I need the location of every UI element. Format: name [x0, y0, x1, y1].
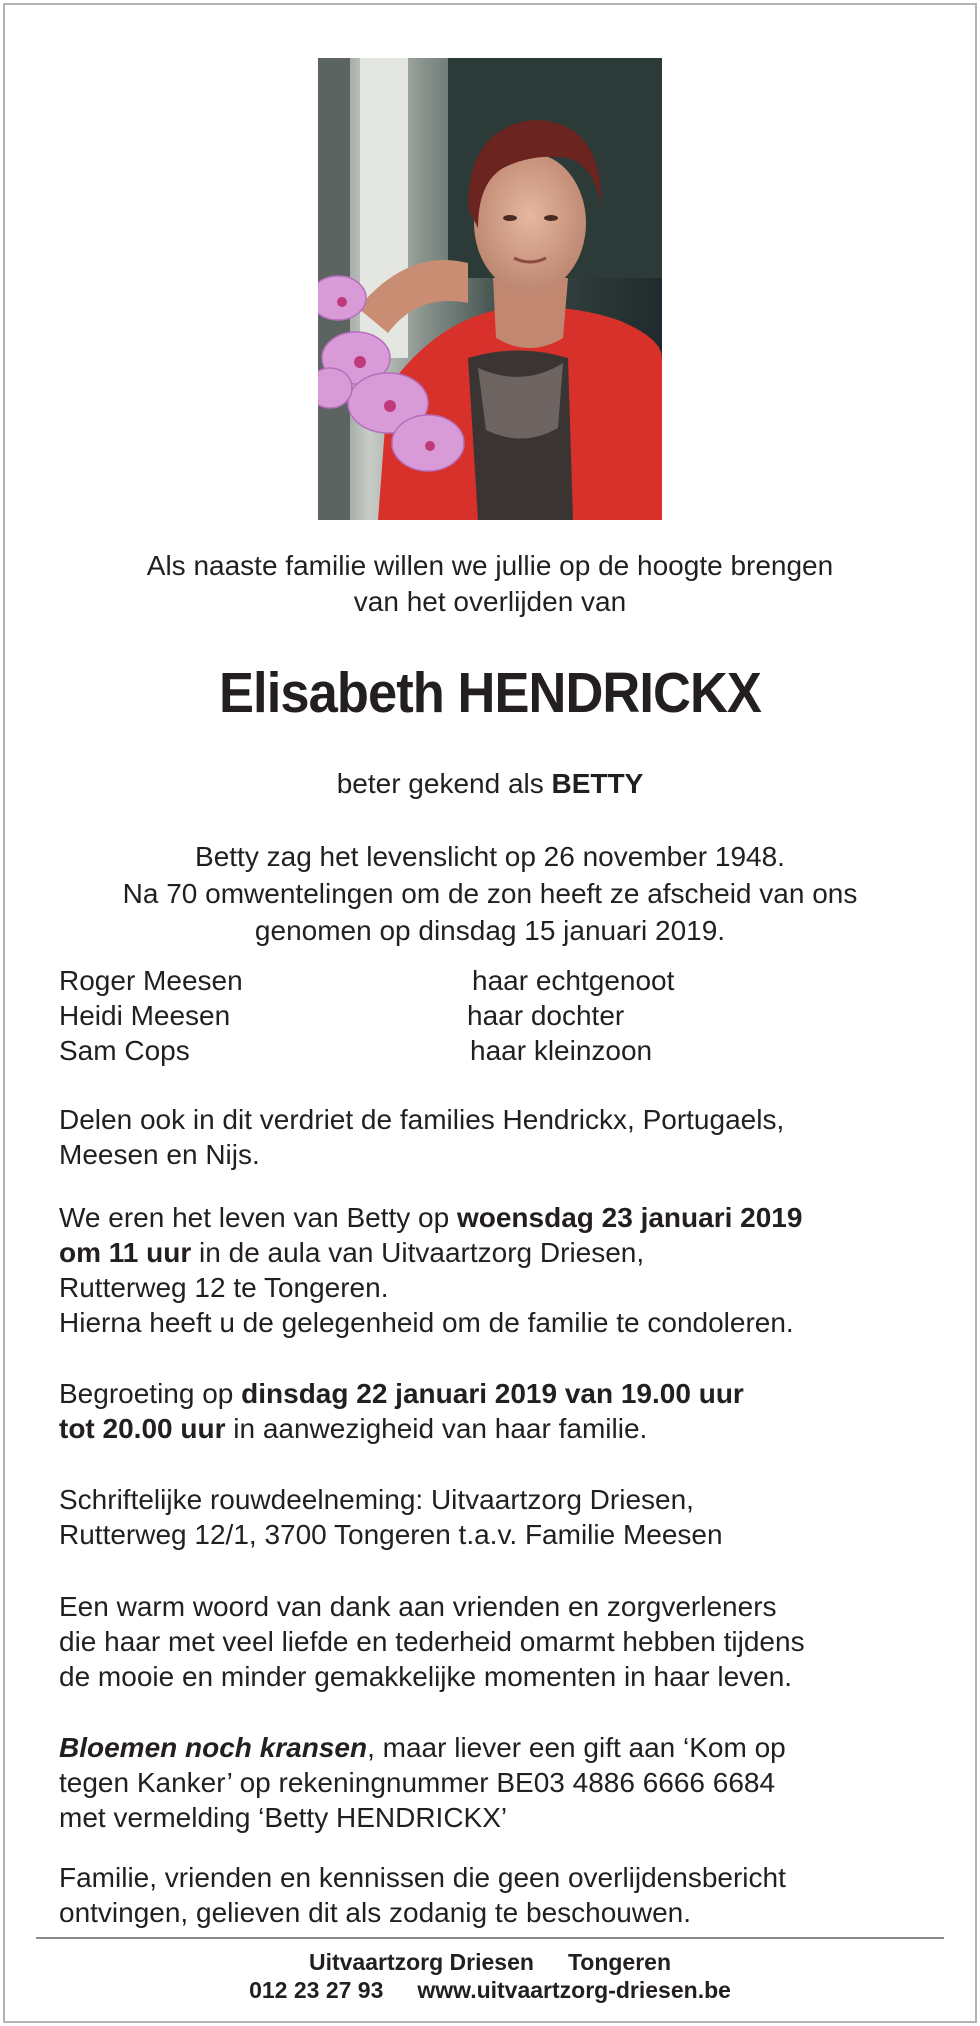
family-member-relation: haar dochter	[467, 1000, 625, 1031]
intro-line-1: Als naaste familie willen we jullie op de hoogte brengen	[146, 550, 834, 581]
greeting-end-time: tot 20.00 uur	[59, 1413, 226, 1444]
footer-company: Uitvaartzorg Driesen	[308, 1949, 534, 1975]
flowers-line-1	[59, 1730, 939, 1765]
footer-city: Tongeren	[567, 1949, 672, 1975]
family-row	[59, 998, 919, 1033]
ceremony-date: woensdag 23 januari 2019	[456, 1202, 803, 1233]
notice-line-2: ontvingen, gelieven dit als zodanig te beschouwen.	[59, 1897, 691, 1928]
flowers-post: , maar liever een gift aan ‘Kom op	[367, 1732, 786, 1763]
ceremony-line-2	[59, 1235, 939, 1270]
ceremony-pre: We eren het leven van Betty op	[59, 1202, 457, 1233]
ceremony-post: in de aula van Uitvaartzorg Driesen,	[191, 1237, 645, 1268]
footer-divider	[36, 1937, 944, 1939]
footer-website[interactable]: www.uitvaartzorg-driesen.be	[417, 1977, 731, 2003]
family-row	[59, 963, 919, 998]
greeting-line-2	[59, 1411, 939, 1446]
footer-line-2	[0, 1976, 980, 2004]
footer	[0, 1948, 980, 2004]
greeting-paragraph	[59, 1376, 939, 1446]
family-member-name: Roger Meesen	[59, 965, 243, 996]
family-row	[59, 1033, 919, 1068]
life-line-1: Betty zag het levenslicht op 26 november 1948.	[195, 841, 785, 872]
nickname-line	[0, 766, 980, 802]
thanks-line-3: de mooie en minder gemakkelijke momenten in haar leven.	[59, 1661, 793, 1692]
greeting-post: in aanwezigheid van haar familie.	[225, 1413, 648, 1444]
written-line-1: Schriftelijke rouwdeelneming: Uitvaartzorg Driesen,	[59, 1484, 694, 1515]
ceremony-line-4: Hierna heeft u de gelegenheid om de familie te condoleren.	[59, 1307, 794, 1338]
families-line-2: Meesen en Nijs.	[59, 1139, 260, 1170]
life-text	[0, 838, 980, 949]
ceremony-line-1	[59, 1200, 939, 1235]
family-member-relation: haar kleinzoon	[470, 1035, 653, 1066]
greeting-date: dinsdag 22 januari 2019 van 19.00 uur	[241, 1378, 744, 1409]
family-list	[59, 963, 919, 1068]
deceased-name: Elisabeth HENDRICKX	[219, 661, 761, 725]
family-member-name: Heidi Meesen	[59, 1000, 231, 1031]
notice-line-1: Familie, vrienden en kennissen die geen overlijdensbericht	[59, 1862, 786, 1893]
intro-line-2: van het overlijden van	[353, 586, 627, 617]
greeting-pre: Begroeting op	[59, 1378, 242, 1409]
life-line-3: genomen op dinsdag 15 januari 2019.	[254, 915, 726, 946]
portrait-image	[318, 58, 662, 520]
footer-phone: 012 23 27 93	[249, 1977, 384, 2003]
thanks-line-1: Een warm woord van dank aan vrienden en zorgverleners	[59, 1591, 777, 1622]
footer-line-1	[0, 1948, 980, 1976]
portrait-photo	[318, 58, 662, 520]
greeting-line-1	[59, 1376, 939, 1411]
ceremony-paragraph	[59, 1200, 939, 1340]
intro-text	[0, 548, 980, 620]
written-condolence-paragraph	[59, 1482, 939, 1552]
life-line-2: Na 70 omwentelingen om de zon heeft ze afscheid van ons	[122, 878, 858, 909]
family-member-name: Sam Cops	[59, 1035, 190, 1066]
flowers-bold: Bloemen noch kransen	[59, 1732, 368, 1763]
ceremony-time: om 11 uur	[59, 1237, 192, 1268]
families-paragraph	[59, 1102, 939, 1172]
family-member-relation: haar echtgenoot	[472, 965, 675, 996]
flowers-line-2: tegen Kanker’ op rekeningnummer BE03 4886 6666 6684	[59, 1767, 776, 1798]
nickname-value: BETTY	[551, 768, 644, 799]
nickname-prefix: beter gekend als	[336, 768, 552, 799]
flowers-paragraph	[59, 1730, 939, 1835]
written-line-2: Rutterweg 12/1, 3700 Tongeren t.a.v. Familie Meesen	[59, 1519, 723, 1550]
flowers-line-3: met vermelding ‘Betty HENDRICKX’	[59, 1802, 508, 1833]
ceremony-line-3: Rutterweg 12 te Tongeren.	[59, 1272, 389, 1303]
notice-paragraph	[59, 1860, 939, 1930]
thanks-line-2: die haar met veel liefde en tederheid omarmt hebben tijdens	[59, 1626, 805, 1657]
families-line-1: Delen ook in dit verdriet de families Hendrickx, Portugaels,	[59, 1104, 785, 1135]
thanks-paragraph	[59, 1589, 939, 1694]
